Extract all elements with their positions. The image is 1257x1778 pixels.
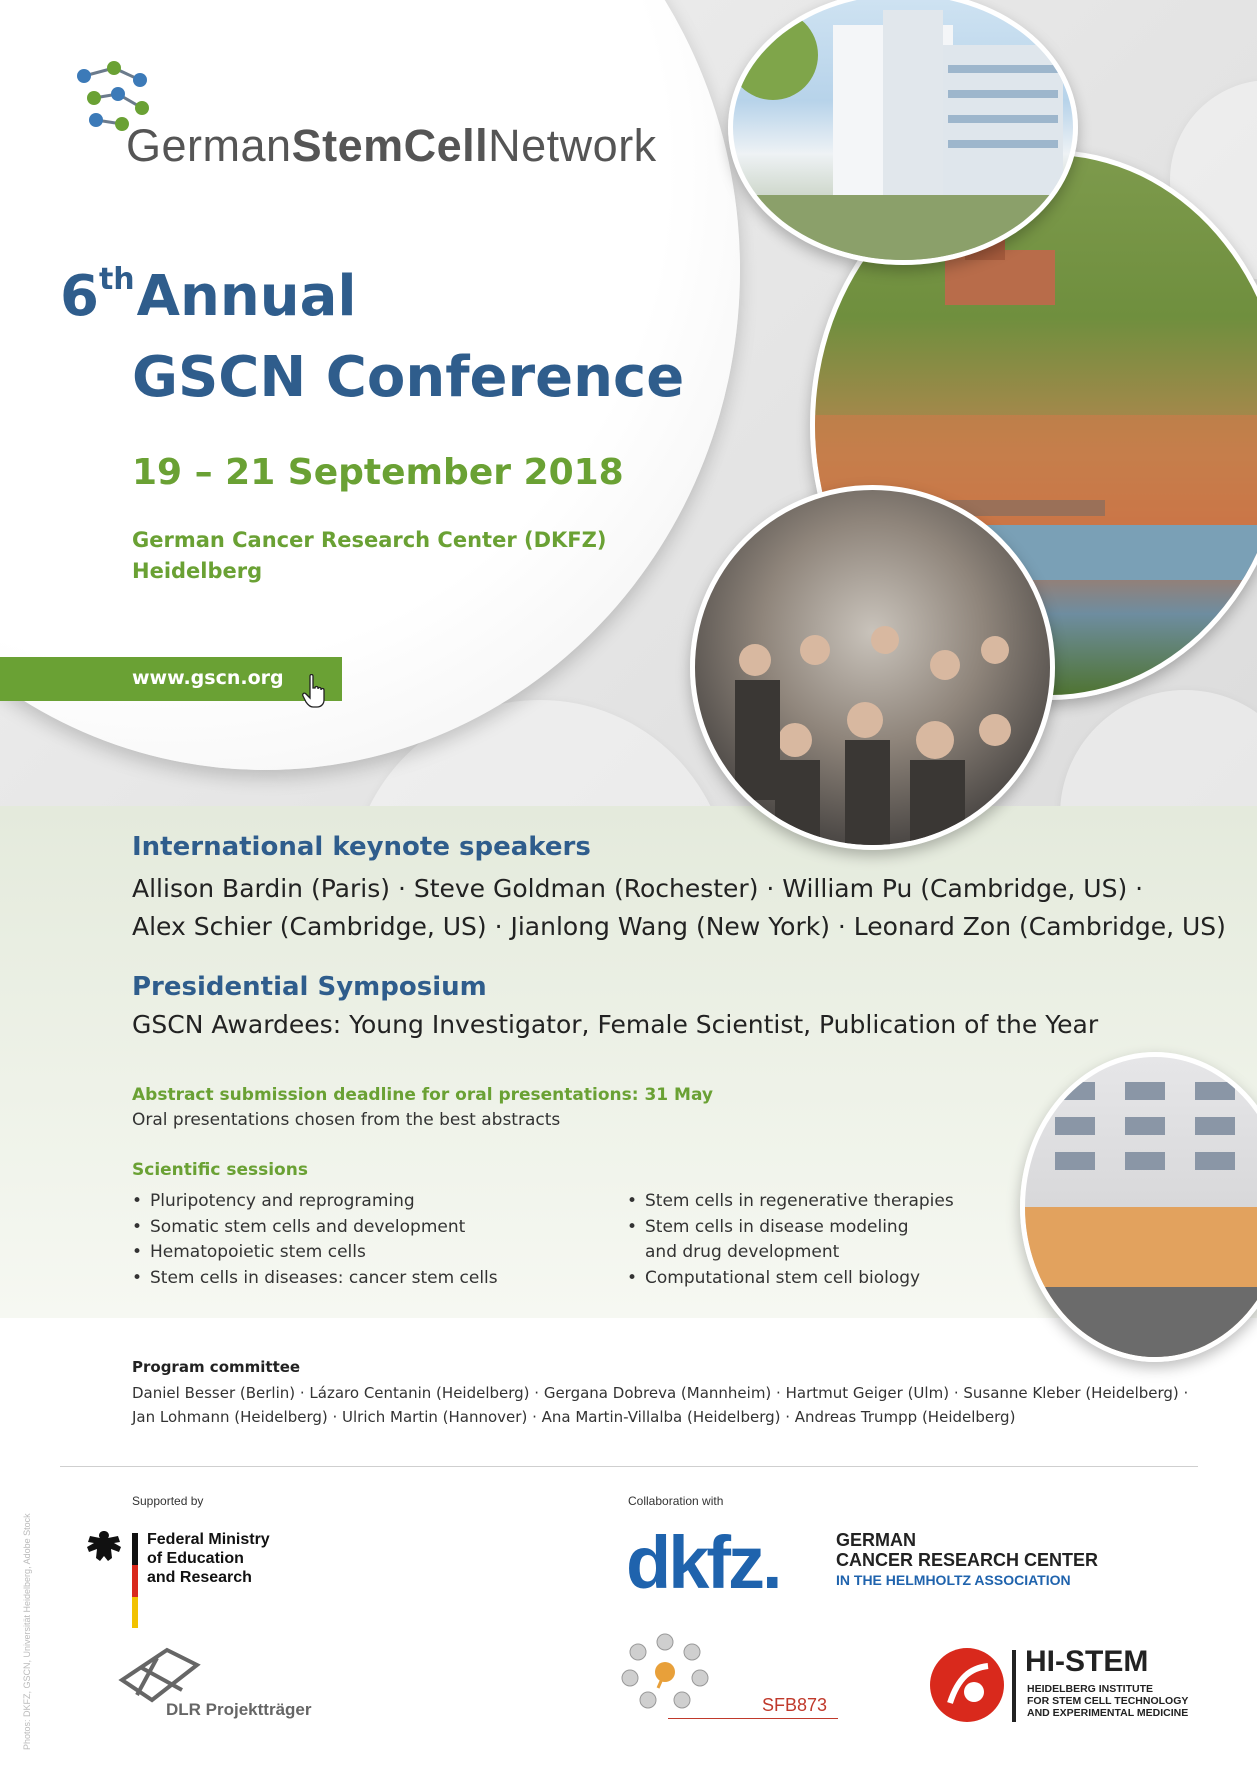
- histem-line2: FOR STEM CELL TECHNOLOGY: [1027, 1695, 1189, 1707]
- bmbf-logo-text: [147, 1530, 270, 1587]
- logo-part-stemcell: StemCell: [291, 120, 489, 171]
- dkfz-line3: IN THE HELMHOLTZ ASSOCIATION: [836, 1572, 1071, 1588]
- list-item: and drug development: [645, 1242, 840, 1262]
- list-item: • Stem cells in diseases: cancer stem cells: [132, 1266, 498, 1292]
- histem-logo-icon: [930, 1648, 1004, 1722]
- title-ordinal-suffix: th: [98, 262, 135, 297]
- speakers-line2: Alex Schier (Cambridge, US) · Jianlong Wang (New York) · Leonard Zon (Cambridge, US): [132, 912, 1226, 941]
- sessions-heading: Scientific sessions: [132, 1160, 308, 1180]
- federal-eagle-icon: [84, 1528, 124, 1568]
- network-logo-text: [126, 120, 657, 172]
- hand-pointer-icon: [302, 674, 326, 708]
- venue-city: Heidelberg: [132, 559, 263, 583]
- symposium-heading: Presidential Symposium: [132, 972, 487, 1002]
- logo-part-network: Network: [488, 120, 657, 171]
- abstract-heading: Abstract submission deadline for oral presentations: 31 May: [132, 1085, 713, 1105]
- title-annual: Annual: [136, 264, 357, 329]
- histem-line1: HEIDELBERG INSTITUTE: [1027, 1683, 1154, 1695]
- bmbf-line1: Federal Ministry: [147, 1531, 270, 1548]
- dkfz-building-photo: [728, 0, 1078, 265]
- conference-date: 19 – 21 September 2018: [132, 452, 624, 493]
- symposium-text: GSCN Awardees: Young Investigator, Female Scientist, Publication of the Year: [132, 1010, 1099, 1039]
- histem-title: HI-STEM: [1025, 1645, 1149, 1678]
- histem-line3: AND EXPERIMENTAL MEDICINE: [1027, 1707, 1189, 1719]
- sfb-underline: [668, 1718, 838, 1719]
- list-item: • Pluripotency and reprograming: [132, 1189, 498, 1215]
- sessions-list-right: [627, 1189, 954, 1291]
- dkfz-logo-text: [836, 1530, 1098, 1590]
- committee-heading: Program committee: [132, 1358, 301, 1376]
- conference-crowd-photo: [690, 485, 1055, 850]
- speakers-line1: Allison Bardin (Paris) · Steve Goldman (Rochester) · William Pu (Cambridge, US) ·: [132, 874, 1144, 903]
- list-item: • Somatic stem cells and development: [132, 1215, 498, 1241]
- title-ordinal: 6: [60, 264, 99, 329]
- list-item: • Computational stem cell biology: [627, 1266, 954, 1292]
- list-item: • Stem cells in disease modeling: [627, 1215, 954, 1241]
- keynote-heading: International keynote speakers: [132, 832, 591, 862]
- histem-divider: [1012, 1650, 1016, 1722]
- histem-subtitle: [1027, 1683, 1188, 1719]
- bmbf-line3: and Research: [147, 1569, 252, 1586]
- footer-divider: [60, 1466, 1198, 1467]
- photo-credits: Photos: DKFZ, GSCN, Universität Heidelberg, Adobe Stock: [22, 1513, 32, 1750]
- committee-line2: Jan Lohmann (Heidelberg) · Ulrich Martin (Hannover) · Ana Martin-Villalba (Heidelberg) · Andreas Trumpp (Heidelberg): [132, 1408, 1016, 1426]
- collaboration-label: Collaboration with: [628, 1494, 724, 1508]
- conference-title-line2: GSCN Conference: [132, 345, 685, 410]
- histem-building-photo: [1020, 1052, 1257, 1362]
- sessions-list-left: [132, 1189, 498, 1291]
- committee-members: [132, 1381, 1232, 1429]
- committee-line1: Daniel Besser (Berlin) · Lázaro Centanin (Heidelberg) · Gergana Dobreva (Mannheim) · Hartmut Geiger (Ulm) · Susanne Kleber (Heidelberg) ·: [132, 1384, 1189, 1402]
- conference-title-line1: [60, 262, 357, 329]
- website-link[interactable]: www.gscn.org: [132, 667, 284, 689]
- dkfz-line2: CANCER RESEARCH CENTER: [836, 1550, 1099, 1570]
- bmbf-line2: of Education: [147, 1550, 244, 1567]
- abstract-text: Oral presentations chosen from the best abstracts: [132, 1110, 561, 1130]
- logo-part-german: German: [126, 120, 292, 171]
- list-item: • Hematopoietic stem cells: [132, 1240, 498, 1266]
- sfb-logo-text: SFB873: [762, 1695, 828, 1715]
- dkfz-line1: GERMAN: [836, 1530, 916, 1550]
- list-item: • Stem cells in regenerative therapies: [627, 1189, 954, 1215]
- sfb-logo-icon: [620, 1630, 715, 1715]
- german-flag-bar: [132, 1533, 138, 1628]
- dkfz-logo-wordmark: dkfz.: [626, 1521, 780, 1604]
- conference-venue: [132, 525, 606, 587]
- supported-by-label: Supported by: [132, 1494, 204, 1508]
- dlr-logo-text: DLR Projektträger: [166, 1700, 312, 1719]
- venue-name: German Cancer Research Center (DKFZ): [132, 528, 607, 552]
- keynote-speakers: [132, 870, 1232, 946]
